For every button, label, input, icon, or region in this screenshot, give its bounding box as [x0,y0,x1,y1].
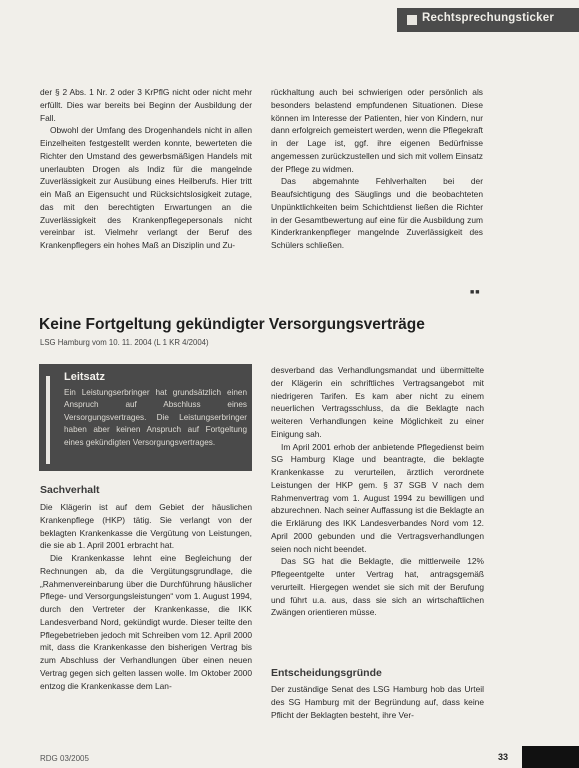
top-article-right-column [271,86,483,252]
entscheidungsgruende-column [271,683,484,721]
leitsatz-text: Ein Leistungserbringer hat grundsätzlich einen Anspruch auf Abschluss eines Versorgungsvertrages. Die Leistungserbringer haben aber keinen Anspruch auf Fortgeltung eines gekündigten Versorgungsvertrages. [64,388,247,447]
paragraph: desverband das Verhandlungsmandat und übermittelte der Klägerin ein schriftliches Vertragsangebot mit niedrigeren Tarifen. Es kam aber nicht zu einem neuerlichen Vertragsschluss, da die Beklagte nach weiteren Verhandlungen keine Möglichkeit zu einer Einigung sah. [271,365,484,439]
exclamation-bar-icon [46,376,50,464]
footer-block [522,746,579,768]
journal-issue: RDG 03/2005 [40,754,89,763]
paragraph: Das SG hat die Beklagte, die mittlerweile 12% Pflegeentgelte unter Vertrag hat, antragsgemäß verurteilt. Hiergegen wendet sie sich mit der Berufung und führt u.a. aus, dass sie sich an wirtschaftlichen Zwängen orientieren müsse. [271,556,484,618]
main-article-right-column [271,364,484,619]
court-citation: LSG Hamburg vom 10. 11. 2004 (L 1 KR 4/2004) [40,338,209,347]
page-number: 33 [498,752,509,762]
leitsatz-box [39,364,252,471]
paragraph: Der zuständige Senat des LSG Hamburg hob das Urteil des SG Hamburg mit der Begründung auf, dass keine Pflicht der Beklagten besteht, ihre Ver- [271,684,484,720]
article-end-marks: ■■ [470,289,481,296]
sachverhalt-heading: Sachverhalt [40,484,100,496]
entscheidungsgruende-heading: Entscheidungsgründe [271,667,382,679]
paragraph: Die Krankenkasse lehnt eine Begleichung der Rechnungen ab, da die Vergütungsgrundlage, die „Rahmenvereinbarung über die Durchführung häuslicher Pflege- und Versorgungsleistungen“ vom 1. August 1994, durch den Vertreter der Krankenkasse, die IKK Landesverband Nord, gekündigt wurde. Dieser teilte den Pflegebetrieben jedoch mit Schreiben vom 12. April 2000 mit, dass die Krankenkasse den bisherigen Vertrag bis zum Abschluss der Verhandlungen über einen neuen Vertrag gegen sich gelten lassen wolle. Im Oktober 2000 entzog die Krankenkasse dem Lan- [40,553,252,691]
top-article-left-column [40,86,252,252]
sachverhalt-column [40,501,252,692]
paragraph: Im April 2001 erhob der anbietende Pflegedienst beim SG Hamburg Klage und beantragte, die beklagte Krankenkasse zu verurteilen, ärztlich verordnete Leistungen der HKP gem. § 37 SGB V nach dem Rahmenvertrag vom 1. August 1994 zu bewilligen und abzurechnen. Nach seiner Auffassung ist die Beklagte an die Erklärung des IKK Landesverbandes Nord vom 12. April 2000 gebunden und die Vertragsverhandlungen seien noch nicht beendet. [271,441,484,554]
paragraph: Die Klägerin ist auf dem Gebiet der häuslichen Krankenpflege (HKP) tätig. Sie verlangt von der beklagten Krankenkasse die Vergütung von Leistungen, die sie ab 1. April 2001 erbracht hat. [40,502,252,551]
square-bullet-icon [407,15,417,25]
paragraph: Das abgemahnte Fehlverhalten bei der Beaufsichtigung des Säuglings und die beobachteten Unpünktlichkeiten beim Schichtdienst ließen die Richter in der Gesamtbewertung auf eine für die Ausbildung zum Kinderkrankenpfleger mangelnde Zuverlässigkeit des Schülers schließen. [271,176,483,250]
article-headline: Keine Fortgeltung gekündigter Versorgungsverträge [39,316,425,333]
leitsatz-title: Leitsatz [64,371,105,383]
paragraph: der § 2 Abs. 1 Nr. 2 oder 3 KrPflG nicht oder nicht mehr erfüllt. Dies war bereits bei Beginn der Ausbildung der Fall. [40,87,252,123]
section-label: Rechtsprechungsticker [422,12,555,24]
section-header-bar [397,8,579,32]
paragraph: rückhaltung auch bei schwierigen oder persönlich als besonders belastend empfundenen Situationen. Diese können im Interesse der Patienten, hier von Kindern, nur dann erfolgreich gemeistert werden, wenn die Pflegekraft in der Lage ist, ggf. ihre eigenen Bedürfnisse angemessen zurückzustellen und sich mit vollem Einsatz der Pflege zu widmen. [271,87,483,174]
paragraph: Obwohl der Umfang des Drogenhandels nicht in allen Einzelheiten festgestellt werden konnte, bewerteten die Richter den Umstand des gewerbsmäßigen Handels mit unerlaubten Drogen als Indiz für die mangelnde Zuverlässigkeit zur Ausübung eines Heilberufs. Hier tritt ein Maß an Eigensucht und Rücksichtslosigkeit zutage, das mit den berechtigten Erwartungen an die Zuverlässigkeit des Krankenpflegepersonals nicht vereinbar ist. Vielmehr verlangt der Beruf des Krankenpflegers ein hohes Maß an Disziplin und Zu- [40,125,252,250]
